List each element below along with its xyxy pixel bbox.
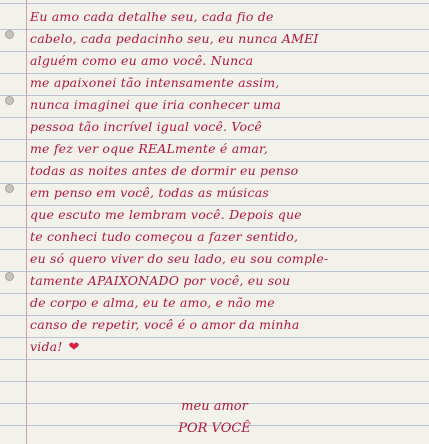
letter-line: me fez ver oque REALmente é amar, [30, 141, 269, 156]
binder-hole [5, 272, 14, 281]
letter-line: em penso em você, todas as músicas [30, 185, 269, 200]
binder-hole [5, 184, 14, 193]
signature-line: meu amor [181, 399, 248, 414]
binder-hole [5, 96, 14, 105]
letter-line: canso de repetir, você é o amor da minha [30, 317, 300, 332]
heart-icon: ❤ [68, 340, 80, 355]
letter-line: eu só quero viver do seu lado, eu sou comple- [30, 251, 329, 266]
signature-line: POR VOCÊ [178, 421, 251, 436]
letter-line: tamente APAIXONADO por você, eu sou [30, 273, 291, 288]
letter-line: nunca imaginei que iria conhecer uma [30, 97, 282, 112]
letter-line: pessoa tão incrível igual você. Você [30, 119, 263, 134]
handwritten-letter [30, 6, 425, 358]
margin-line [26, 0, 27, 444]
letter-line: todas as noites antes de dormir eu penso [30, 163, 299, 178]
letter-line: alguém como eu amo você. Nunca [30, 53, 254, 68]
letter-line: te conheci tudo começou a fazer sentido, [30, 229, 299, 244]
letter-line: que escuto me lembram você. Depois que [30, 207, 302, 222]
letter-line: vida! ❤ [30, 336, 425, 358]
letter-line: de corpo e alma, eu te amo, e não me [30, 295, 275, 310]
letter-line: Eu amo cada detalhe seu, cada fio de [30, 9, 274, 24]
letter-line: cabelo, cada pedacinho seu, eu nunca AMEI [30, 31, 319, 46]
letter-line: me apaixonei tão intensamente assim, [30, 75, 280, 90]
signature [0, 396, 429, 440]
binder-hole [5, 30, 14, 39]
